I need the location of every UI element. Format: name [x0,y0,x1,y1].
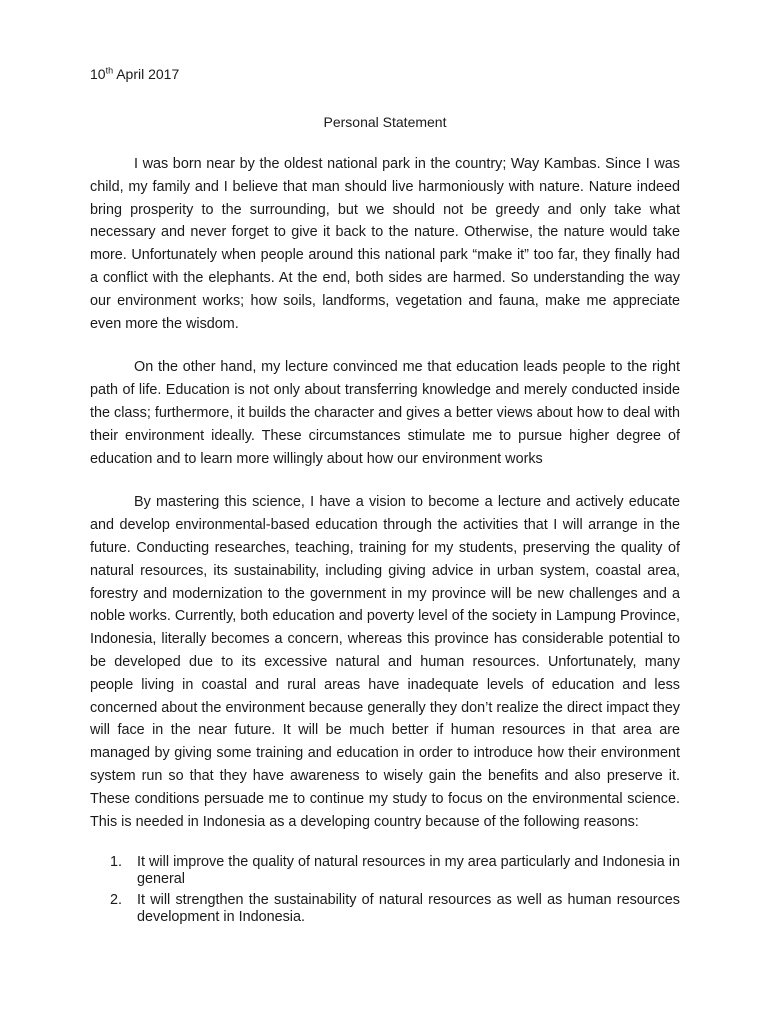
list-item [90,854,680,888]
reasons-list [90,854,680,926]
document-title: Personal Statement [323,114,447,130]
date-month-year: April 2017 [113,66,180,82]
list-item-number: 2. [110,892,123,909]
paragraph-1: I was born near by the oldest national park in the country; Way Kambas. Since I was child, my family and I believe that man should live harmoniously with nature. Nature indeed bring prosperity to the surrounding, but we should not be greedy and only take what necessary and never forget to give it back to the nature. Otherwise, the nature would take more. Unfortunately when people around this national park “make it” too far, they finally had a conflict with the elephants. At the end, both sides are harmed. So understanding the way our environment works; how soils, landforms, vegetation and fauna, make me appreciate even more the wisdom. [90,156,680,332]
date-ordinal-suffix: th [105,65,114,76]
document-date [90,64,680,84]
list-item-number: 1. [110,854,123,871]
paragraph-3: By mastering this science, I have a vision to become a lecture and actively educate and develop environmental-based education through the activities that I will arrange in the future. Conducting researches, teaching, training for my students, preserving the quality of natural resources, its sustainability, including giving advice in urban system, coastal area, forestry and modernization to the government in my province will be new challenges and a noble works. Currently, both education and poverty level of the society in Lampung Province, Indonesia, literally becomes a concern, whereas this province has considerable potential to be developed due to its excessive natural and human resources. Unfortunately, many people living in coastal and rural areas have inadequate levels of education and less concerned about the environment because generally they don’t realize the direct impact they will face in the near future. It will be much better if human resources in that area are managed by giving some training and education in order to introduce how their environment system run so that they have awareness to wisely gain the benefits and also preserve it. These conditions persuade me to continue my study to focus on the environmental science. This is needed in Indonesia as a developing country because of the following reasons: [90,494,680,830]
date-day: 10 [90,66,106,82]
list-item-text: It will improve the quality of natural resources in my area particularly and Indonesia in general [137,854,680,888]
list-item-text: It will strengthen the sustainability of natural resources as well as human resources development in Indonesia. [137,892,680,926]
paragraph-2: On the other hand, my lecture convinced me that education leads people to the right path of life. Education is not only about transferring knowledge and merely conducted inside the class; furthermore, it builds the character and gives a better views about how to deal with their environment ideally. These circumstances stimulate me to pursue higher degree of education and to learn more willingly about how our environment works [90,359,680,467]
list-item [90,892,680,926]
